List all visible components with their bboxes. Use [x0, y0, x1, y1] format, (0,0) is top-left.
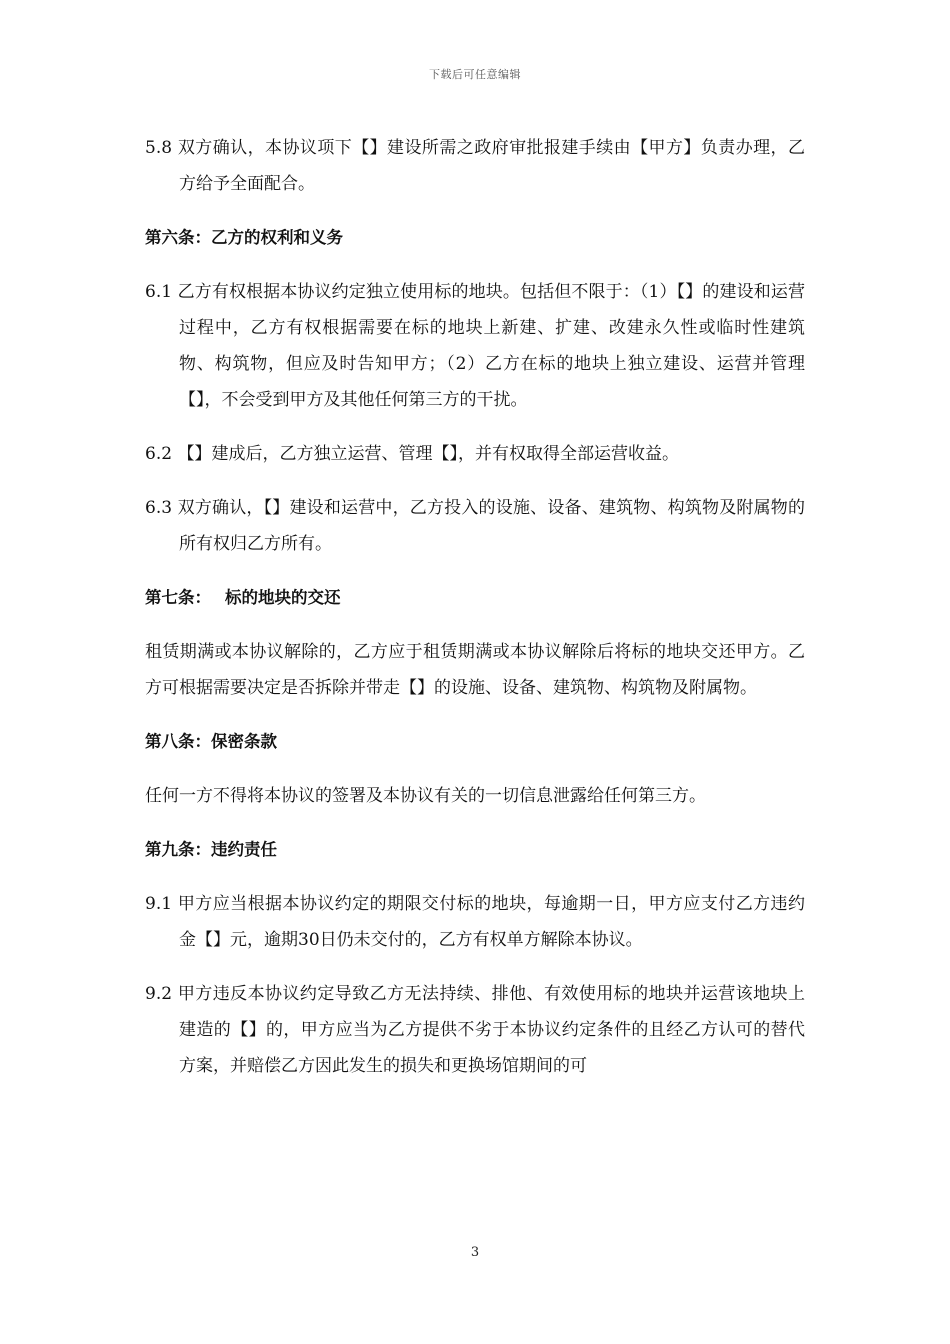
- heading-article-7: [145, 580, 805, 616]
- clause-9-2: 9.2 甲方违反本协议约定导致乙方无法持续、排他、有效使用标的地块并运营该地块上建造的【】的，甲方应当为乙方提供不劣于本协议约定条件的且经乙方认可的替代方案，并赔偿乙方因此发生的损失和更换场馆期间的可: [145, 984, 805, 1076]
- page-header: 下载后可任意编辑: [429, 68, 521, 81]
- heading-article-7-number: 第七条：: [145, 588, 211, 607]
- clause-6-2: 6.2 【】建成后，乙方独立运营、管理【】，并有权取得全部运营收益。: [145, 444, 679, 464]
- clause-9-1: 9.1 甲方应当根据本协议约定的期限交付标的地块，每逾期一日，甲方应支付乙方违约金【】元，逾期30日仍未交付的，乙方有权单方解除本协议。: [145, 894, 805, 950]
- article-7-body: 租赁期满或本协议解除的，乙方应于租赁期满或本协议解除后将标的地块交还甲方。乙方可根据需要决定是否拆除并带走【】的设施、设备、建筑物、构筑物及附属物。: [145, 642, 805, 698]
- heading-article-6: 第六条：乙方的权利和义务: [145, 228, 343, 247]
- document-body: [145, 130, 805, 1102]
- heading-article-9: 第九条：违约责任: [145, 840, 277, 859]
- heading-article-8: 第八条：保密条款: [145, 732, 277, 751]
- clause-5-8: 5.8 双方确认，本协议项下【】建设所需之政府审批报建手续由【甲方】负责办理，乙方给予全面配合。: [145, 138, 805, 194]
- clause-6-3: 6.3 双方确认，【】建设和运营中，乙方投入的设施、设备、建筑物、构筑物及附属物的所有权归乙方所有。: [145, 498, 805, 554]
- clause-6-1: 6.1 乙方有权根据本协议约定独立使用标的地块。包括但不限于：（1）【】的建设和运营过程中，乙方有权根据需要在标的地块上新建、扩建、改建永久性或临时性建筑物、构筑物，但应及时告知甲方；（2）乙方在标的地块上独立建设、运营并管理【】，不会受到甲方及其他任何第三方的干扰。: [145, 282, 805, 410]
- page-number: 3: [470, 1245, 480, 1260]
- heading-article-7-title: 标的地块的交还: [225, 588, 341, 607]
- article-8-body: 任何一方不得将本协议的签署及本协议有关的一切信息泄露给任何第三方。: [145, 786, 706, 806]
